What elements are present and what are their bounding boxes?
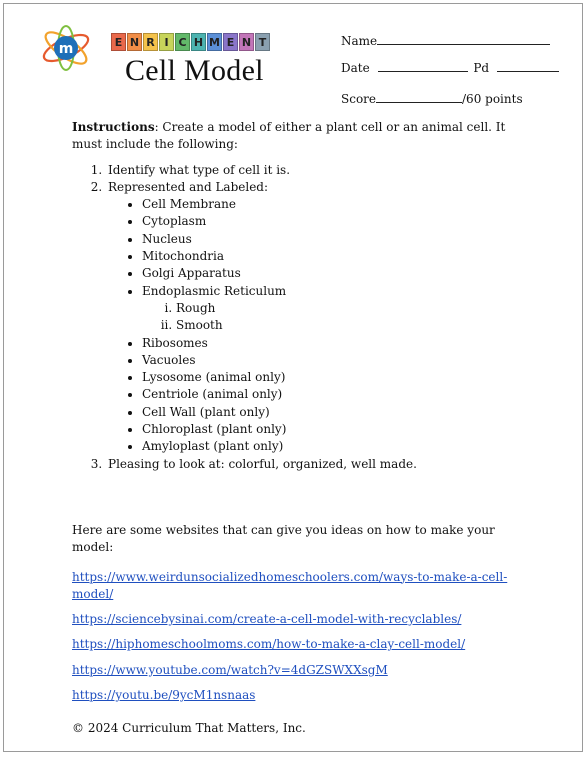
date-field[interactable] — [341, 60, 559, 75]
enrichment-letter-tile: N — [239, 33, 254, 51]
cell-part-item: • Mitochondria — [142, 248, 532, 265]
enrichment-letter-tile: H — [191, 33, 206, 51]
instructions-label: Instructions — [72, 120, 155, 134]
enrichment-letter-tile: M — [207, 33, 222, 51]
cell-part-item: • Cell Wall (plant only) — [142, 404, 532, 421]
cell-part-item: • Ribosomes — [142, 335, 532, 352]
name-line — [377, 33, 550, 45]
requirement-item — [106, 179, 532, 456]
cell-part-item: • Nucleus — [142, 231, 532, 248]
pd-label: Pd — [473, 61, 490, 75]
requirement-text: Pleasing to look at: colorful, organized, well made. — [108, 456, 417, 471]
cell-part-item: • Chloroplast (plant only) — [142, 421, 532, 438]
requirement-text: Identify what type of cell it is. — [108, 162, 291, 177]
requirement-item — [106, 162, 532, 179]
score-field[interactable] — [341, 91, 523, 106]
date-label: Date — [341, 61, 370, 75]
date-line — [378, 60, 468, 72]
requirements-list — [72, 162, 532, 473]
svg-text:m: m — [58, 41, 74, 57]
enrichment-letter-tile: I — [159, 33, 174, 51]
enrichment-letter-tile: T — [255, 33, 270, 51]
enrichment-letter-tile: R — [143, 33, 158, 51]
instructions-text: : Create a model of either a plant cell or an animal cell. It must include the following: — [72, 120, 506, 152]
enrichment-banner — [111, 33, 270, 51]
score-line — [376, 91, 462, 103]
er-types-list — [142, 300, 532, 335]
er-type-item: i. Rough — [176, 300, 532, 317]
enrichment-letter-tile: E — [223, 33, 238, 51]
enrichment-letter-tile: N — [127, 33, 142, 51]
score-label: Score — [341, 92, 377, 106]
cell-part-item — [142, 283, 532, 335]
pd-line — [497, 60, 559, 72]
websites-intro: Here are some websites that can give you ideas on how to make your model: — [72, 523, 495, 555]
cell-part-item: • Golgi Apparatus — [142, 265, 532, 282]
score-total: /60 points — [462, 92, 523, 106]
ctm-logo-icon — [40, 24, 92, 72]
cell-part-item: • Centriole (animal only) — [142, 386, 532, 403]
instructions-paragraph — [72, 119, 532, 154]
instructions-section — [72, 119, 532, 473]
cell-parts-list — [108, 196, 532, 455]
page-title: Cell Model — [125, 54, 264, 87]
cell-part-item: • Cytoplasm — [142, 213, 532, 230]
website-link[interactable]: https://sciencebysinai.com/create-a-cell-model-with-recyclables/ — [72, 612, 462, 627]
websites-section — [72, 510, 532, 704]
enrichment-letter-tile: E — [111, 33, 126, 51]
website-link[interactable]: https://hiphomeschoolmoms.com/how-to-make-a-clay-cell-model/ — [72, 637, 466, 652]
website-link[interactable]: https://www.youtube.com/watch?v=4dGZSWXXsgM — [72, 662, 388, 677]
copyright: © 2024 Curriculum That Matters, Inc. — [72, 721, 306, 735]
enrichment-letter-tile: C — [175, 33, 190, 51]
cell-part-item: • Lysosome (animal only) — [142, 369, 532, 386]
er-type-item: ii. Smooth — [176, 317, 532, 334]
requirement-item — [106, 456, 532, 473]
website-link[interactable]: https://youtu.be/9ycM1nsnaas — [72, 688, 256, 703]
cell-part-item: • Cell Membrane — [142, 196, 532, 213]
cell-part-item: • Vacuoles — [142, 352, 532, 369]
website-link[interactable]: https://www.weirdunsocializedhomeschoolers.com/ways-to-make-a-cell-model/ — [72, 569, 508, 601]
cell-part-text: Endoplasmic Reticulum — [142, 283, 287, 298]
cell-part-item: • Amyloplast (plant only) — [142, 438, 532, 455]
name-field[interactable] — [341, 33, 550, 48]
name-label: Name — [341, 34, 378, 48]
requirement-text: Represented and Labeled: — [108, 179, 269, 194]
